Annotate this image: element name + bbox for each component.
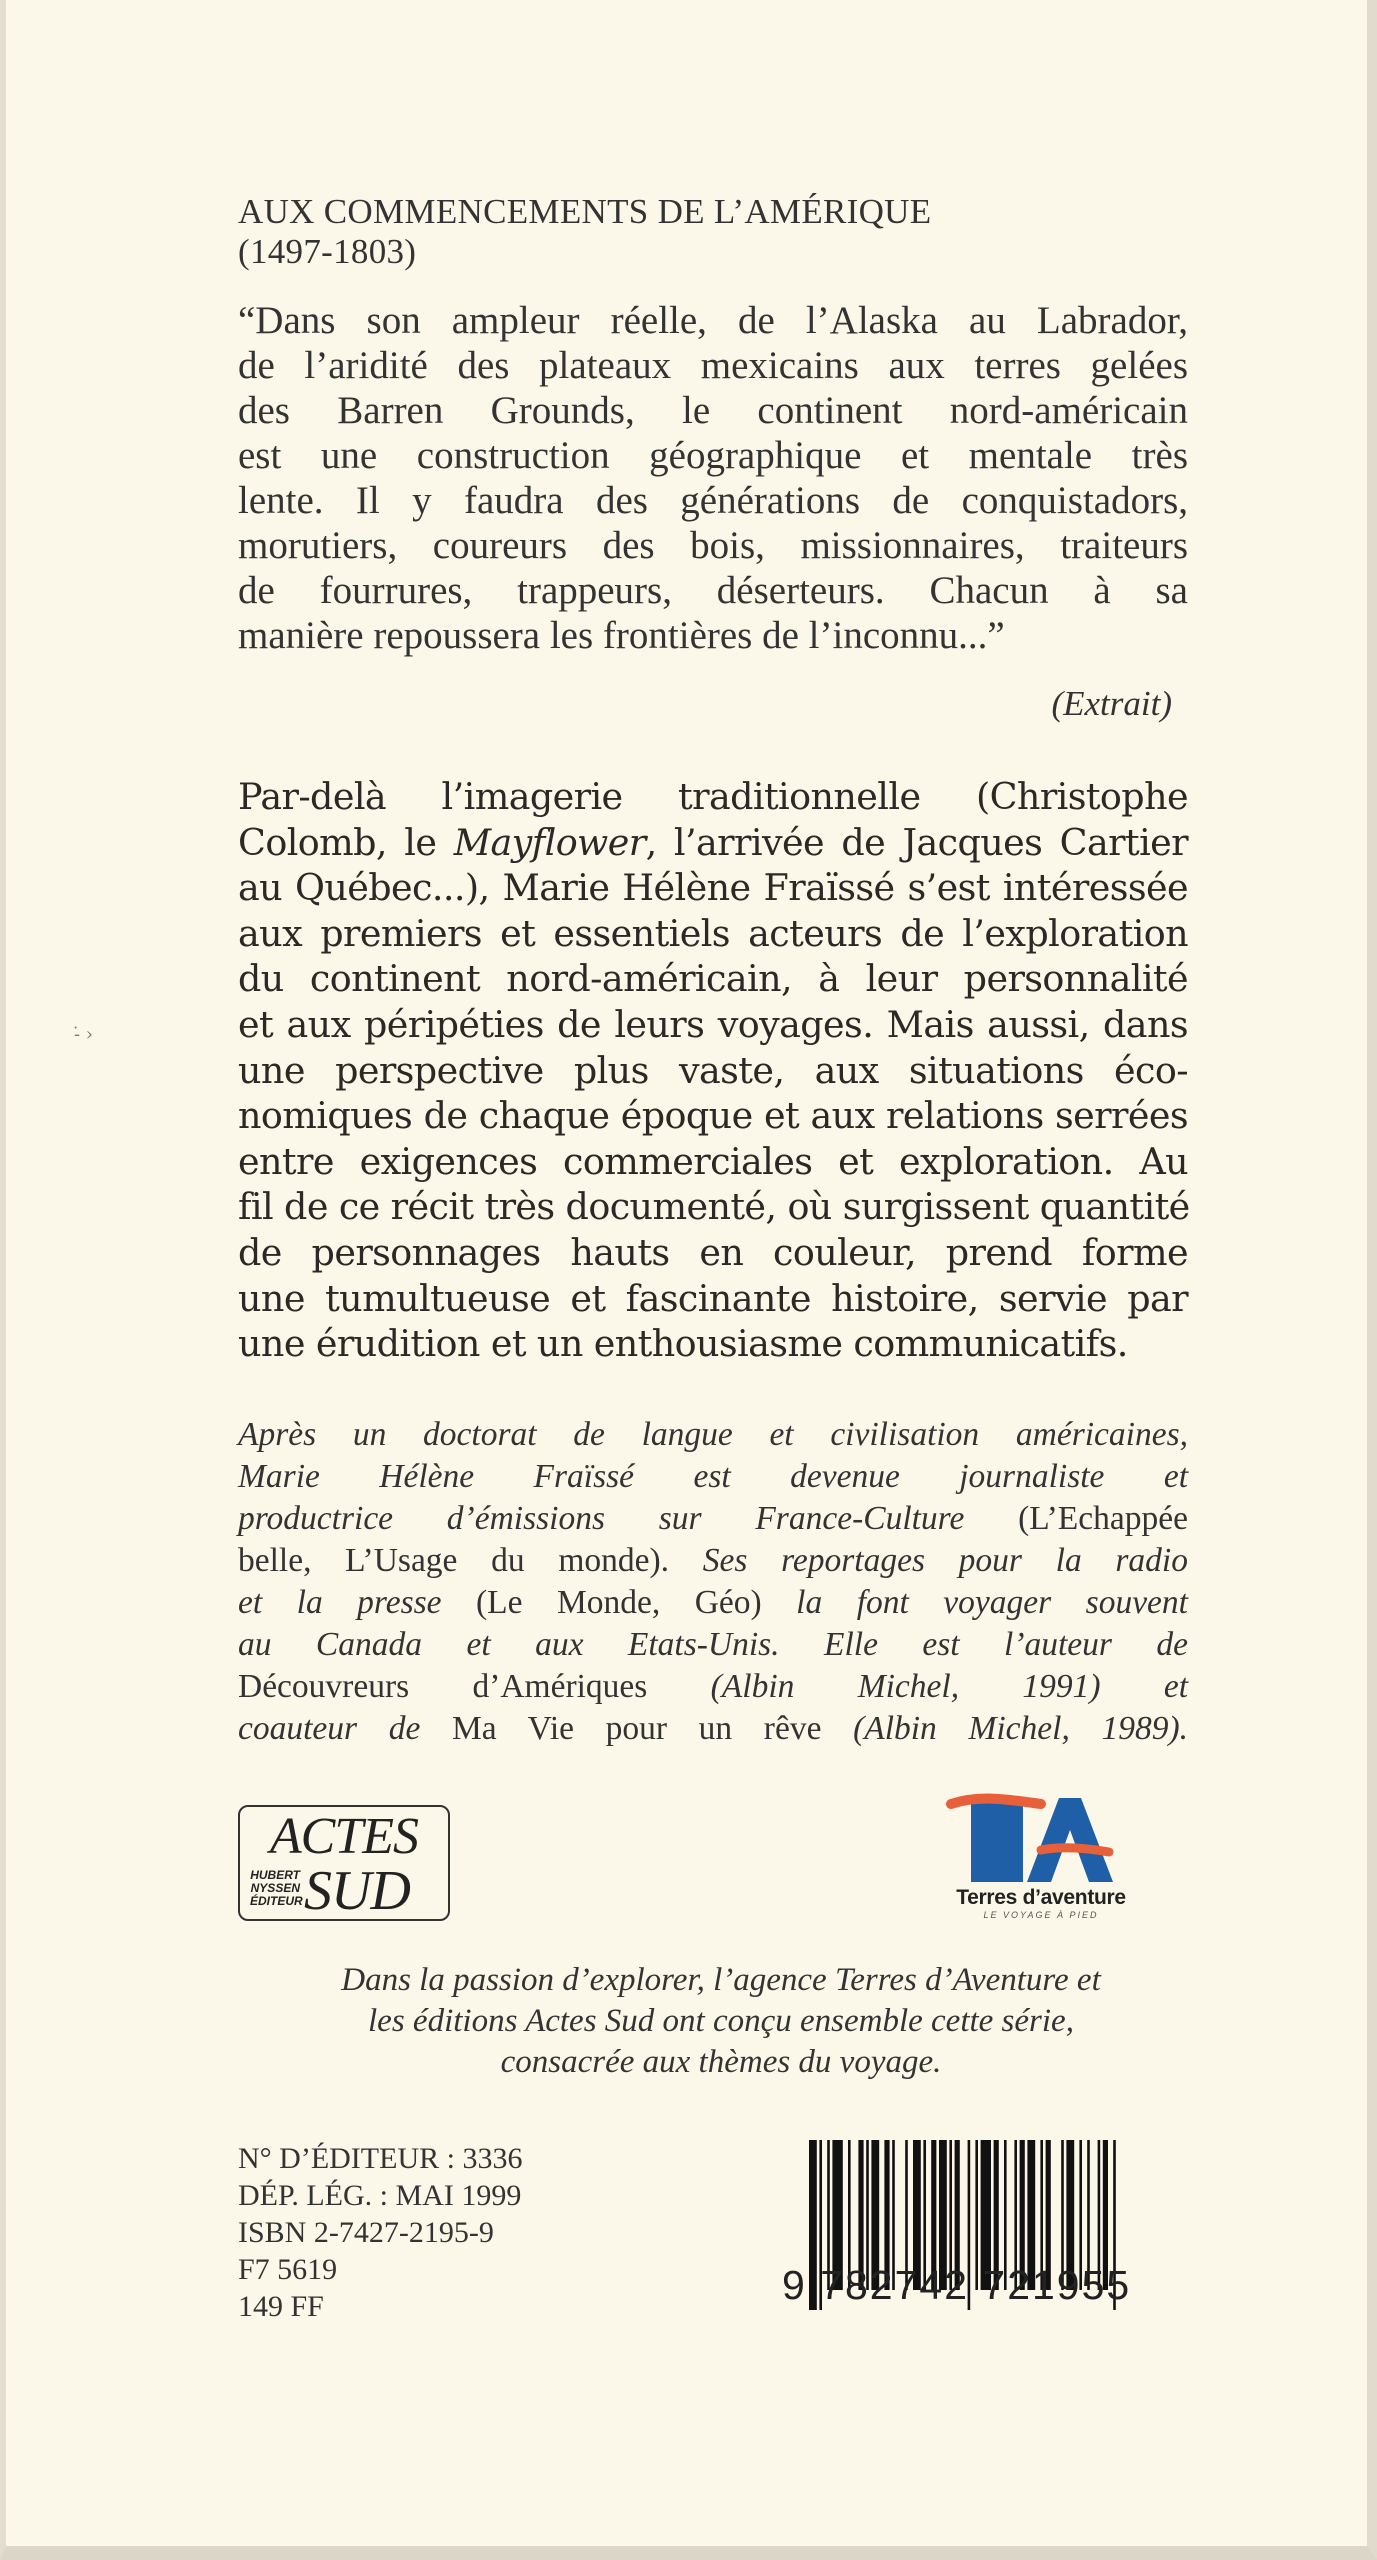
bio-title: (L’Echappée bbox=[1018, 1500, 1188, 1537]
desc-line: aux premiers et essentiels acteurs de l’exploration bbox=[238, 911, 1188, 955]
publication-info bbox=[238, 2140, 522, 2325]
desc-line: et aux péripéties de leurs voyages. Mais aussi, dans bbox=[238, 1002, 1188, 1046]
bio-text: la font voyager souvent bbox=[796, 1584, 1188, 1621]
actes-logo-small bbox=[250, 1868, 303, 1908]
actes-sud-logo bbox=[238, 1805, 450, 1921]
desc-line: Par-delà l’imagerie traditionnelle (Christophe bbox=[238, 775, 1188, 818]
isbn: ISBN 2-7427-2195-9 bbox=[238, 2216, 494, 2249]
bio-title: Découvreurs d’Amériques bbox=[238, 1668, 711, 1705]
logo-t-block bbox=[971, 1800, 1023, 1882]
logo-a-shape bbox=[1027, 1798, 1113, 1882]
legal-deposit: DÉP. LÉG. : MAI 1999 bbox=[238, 2179, 522, 2212]
terres-aventure-logo bbox=[931, 1790, 1151, 1925]
bio-line bbox=[238, 1456, 1188, 1498]
actes-small-line: NYSSEN bbox=[250, 1881, 300, 1895]
bio-text: au Canada et aux Etats-Unis. Elle est l’auteur de bbox=[238, 1626, 1188, 1663]
bio-text: Marie Hélène Fraïssé est devenue journaliste et bbox=[238, 1458, 1188, 1495]
excerpt-quote bbox=[238, 298, 1188, 658]
bio-text: productrice d’émissions sur France-Culture bbox=[238, 1500, 1019, 1537]
logo-orange-stroke bbox=[1041, 1848, 1109, 1852]
title-line: AUX COMMENCEMENTS DE L’AMÉRIQUE bbox=[238, 192, 932, 231]
bio-line bbox=[238, 1540, 1188, 1582]
book-description bbox=[238, 774, 1188, 1367]
publisher-number: N° D’ÉDITEUR : 3336 bbox=[238, 2142, 523, 2175]
desc-line: de personnages hauts en couleur, prend forme bbox=[238, 1230, 1188, 1274]
excerpt-credit: (Extrait) bbox=[1051, 684, 1172, 723]
quote-line: manière repoussera les frontières de l’inconnu...” bbox=[238, 614, 1005, 657]
author-bio bbox=[238, 1414, 1188, 1750]
bio-line bbox=[238, 1582, 1188, 1624]
bio-text: Après un doctorat de langue et civilisation américaines, bbox=[238, 1416, 1188, 1453]
price: 149 FF bbox=[238, 2290, 324, 2323]
quote-line: lente. Il y faudra des générations de conquistadors, bbox=[238, 479, 1188, 522]
desc-line: entre exigences commerciales et exploration. Au bbox=[238, 1139, 1188, 1183]
desc-line: fil de ce récit très documenté, où surgissent quantité bbox=[238, 1185, 1190, 1229]
bio-text: coauteur de bbox=[238, 1710, 452, 1747]
series-line: consacrée aux thèmes du voyage. bbox=[500, 2044, 942, 2080]
bio-line bbox=[238, 1498, 1188, 1540]
series-line: les éditions Actes Sud ont conçu ensemble cette série, bbox=[368, 2003, 1074, 2039]
desc-line: une tumultueuse et fascinante histoire, servie par bbox=[238, 1276, 1188, 1320]
desc-line bbox=[238, 820, 1188, 866]
terres-logo-mark bbox=[931, 1790, 1151, 1890]
quote-line: de fourrures, trappeurs, déserteurs. Chacun à sa bbox=[238, 569, 1188, 612]
desc-line: une érudition et un enthousiasme communicatifs. bbox=[238, 1322, 1128, 1366]
actes-logo-bottom: SUD bbox=[304, 1860, 410, 1922]
title-dates: (1497-1803) bbox=[238, 232, 417, 271]
quote-line: de l’aridité des plateaux mexicains aux terres gelées bbox=[238, 344, 1188, 387]
bio-text: (Albin Michel, 1991) et bbox=[710, 1668, 1189, 1705]
desc-text: , l’arrivée de Jacques Cartier bbox=[645, 820, 1188, 864]
actes-small-line: HUBERT bbox=[250, 1868, 300, 1882]
terres-logo-tagline: LE VOYAGE À PIED bbox=[983, 1910, 1099, 1920]
desc-line: au Québec...), Marie Hélène Fraïssé s’est intéressée bbox=[238, 866, 1188, 910]
series-line: Dans la passion d’explorer, l’agence Terres d’Aventure et bbox=[341, 1962, 1101, 1998]
terres-logo-name: Terres d’aventure bbox=[956, 1886, 1126, 1909]
catalog-code: F7 5619 bbox=[238, 2253, 338, 2286]
actes-logo-top: ACTES bbox=[269, 1808, 419, 1865]
bio-title: (Le Monde, Géo) bbox=[476, 1584, 797, 1621]
bio-text: et la presse bbox=[238, 1584, 477, 1621]
quote-line: des Barren Grounds, le continent nord-américain bbox=[238, 389, 1188, 432]
desc-line: une perspective plus vaste, aux situations éco- bbox=[238, 1048, 1188, 1092]
quote-line: est une construction géographique et mentale très bbox=[238, 434, 1188, 477]
bio-text: Ses reportages pour la radio bbox=[702, 1542, 1188, 1579]
series-note bbox=[221, 1960, 1221, 2083]
bio-text: (Albin Michel, 1989). bbox=[853, 1710, 1188, 1747]
bio-title: belle, L’Usage du monde). bbox=[238, 1542, 703, 1579]
quote-line: morutiers, coureurs des bois, missionnaires, traiteurs bbox=[238, 524, 1188, 567]
desc-line: du continent nord-américain, à leur personnalité bbox=[238, 957, 1188, 1001]
book-title bbox=[238, 192, 1188, 272]
bio-line bbox=[238, 1624, 1188, 1666]
bio-title: Ma Vie pour un rêve bbox=[451, 1710, 854, 1747]
desc-line: nomiques de chaque époque et aux relations serrées bbox=[238, 1094, 1188, 1138]
quote-line: “Dans son ampleur réelle, de l’Alaska au Labrador, bbox=[238, 299, 1188, 342]
desc-ship-name: Mayflower bbox=[453, 820, 646, 864]
print-speck: -̇ › bbox=[74, 1024, 94, 1045]
bio-line bbox=[238, 1666, 1188, 1708]
desc-text: Colomb, le bbox=[238, 820, 454, 864]
bio-line bbox=[238, 1708, 1188, 1750]
bio-line bbox=[238, 1414, 1188, 1456]
logo-orange-stroke bbox=[951, 1799, 1041, 1804]
actes-small-line: ÉDITEUR bbox=[250, 1894, 303, 1908]
barcode-number: 9 782742 721955 bbox=[782, 2262, 1132, 2308]
